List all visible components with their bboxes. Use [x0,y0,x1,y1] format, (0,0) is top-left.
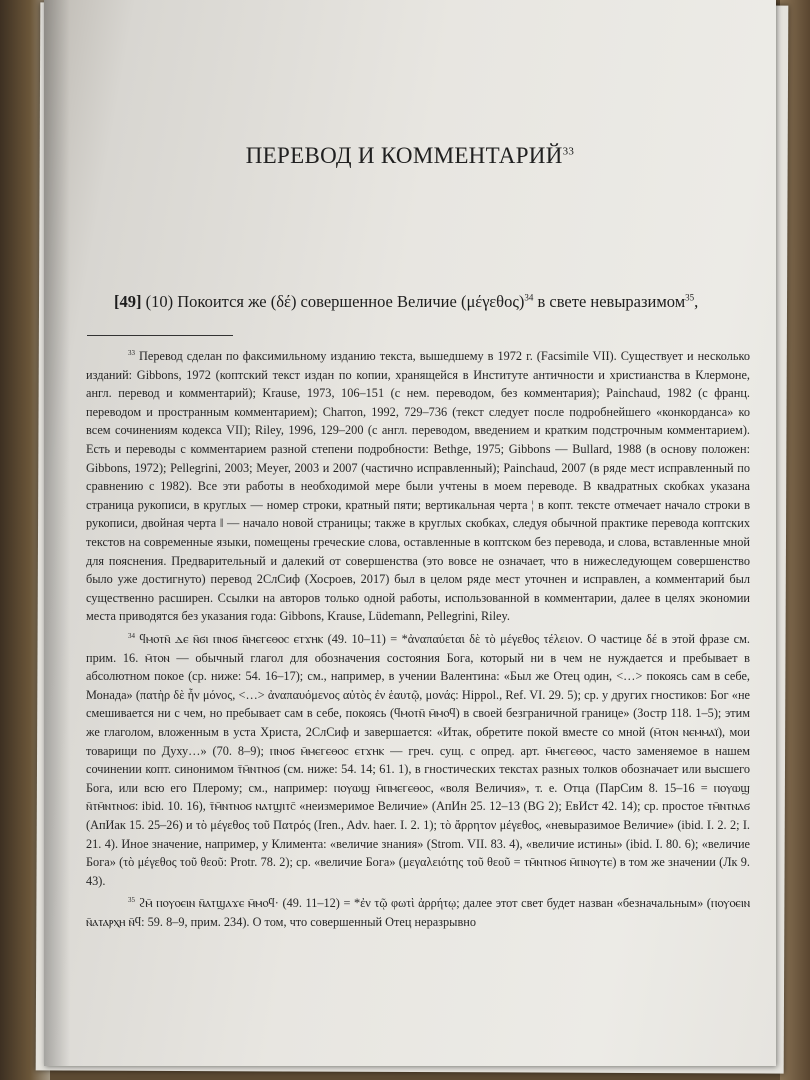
page-marker: [49] [114,292,142,311]
footnote-separator [87,335,233,336]
page-title [44,143,776,169]
footnote-number: 35 [128,896,135,905]
footnote-number: 34 [128,632,135,640]
title-footnote-ref: 33 [562,145,575,158]
main-text-part-2: в свете невыразимом [533,292,686,311]
main-text-line [114,292,734,312]
main-text-part-1: (10) Покоится же (δέ) совершенное Величие (μέγεθος) [141,292,525,311]
footnote-34 [86,627,750,890]
footnote-text: Перевод сделан по факсимильному изданию текста, вышедшему в 1972 г. (Facsimile VII). Существует и несколько изданий: Gibbons, 1972 (коптский текст издан по копии, хранящейся в Институте античности и христианства в Клермоне, англ. перевод и комментарий); Krause, 1973, 106–151 (с нем. переводом, без комментария); Painchaud, 1982 (с франц. переводом и пространным комментарием); Charron, 1992, 729–736 (текст следует после подробнейшего «конкорданса» ко всем сочинениям кодекса VII); Riley, 1996, 129–200 (с англ. переводом, введением и кратким подстрочным комментарием). Есть и переводы с комментарием разной степени подробности: Bethge, 1975; Gibbons — Bullard, 1988 (в основу положен: Gibbons, 1972); Pellegrini, 2003; Meyer, 2003 и 2007 (частично исправленный); Painchaud, 2007 (в ряде мест исправленный по сравнению с 1982). Все эти работы в необходимой мере были учтены в моем переводе. В квадратных скобках указана страница рукописи, в круглых — номер строки, кратный пяти; вертикальная черта ¦ в копт. тексте отмечает начало строки в рукописи, двойная черта ‖ — начало новой страницы; также в круглых скобках, следуя обычной практике перевода коптских текстов на современные языки, помещены греческие слова, оставленные в коптском без перевода, и слова, вставленные мной для пояснения. Предварительный и далекий от совершенства (это вовсе не означает, что в нижеследующем совершенство было уже достигнуто) перевод 2СлСиф (Хосроев, 2017) был в целом ряде мест уточнен и исправлен, а комментарий был существенно расширен. Ссылки на авторов только одной работы, использованной в комментарии, далее в целях экономии места приводятся без указания года: Gibbons, Krause, Lüdemann, Pellegrini, Riley. [86,349,750,624]
footnotes-block [86,344,750,932]
main-text-part-3: , [694,292,699,311]
book-page [44,0,776,1066]
footnote-text: ϥⲙⲟⲧⲛ̄ ⲇⲉ ⲛ̄ϭⲓ ⲡⲛⲟϭ ⲛ̄ⲙⲉⲅⲉⲑⲟⲥ ⲉⲧϫⲏⲕ (49. 10–11) = *ἀναπαύεται δὲ τὸ μέγεθος τέλειον. О частице δέ в этой фразе см. прим. 16. ⲙ̄ⲧⲟⲛ — обычный глагол для обозначения состояния Бога, который ни в чем не нуждается и пребывает в абсолютном покое (ср. ниже: 54. 16–17); см., например, в учении Валентина: «Был же Отец один, <…> покоясь сам в себе, Монада» (πατὴρ δὲ ἦν μόνος, <…> ἀναπαυόμενος αὐτὸς ἐν ἑαυτῷ, μονάς: Hippol., Ref. VI. 29. 5); ср. у других гностиков: Бог «не смешивается ни с чем, но пребывает сам в себе, покоясь (ϥⲙⲟⲧⲛ̄ ⲙ̄ⲙⲟϥ) в своей безграничной границе» (Зостр 118. 1–5); этим же глаголом, вложенным в уста Христа, 2СлСиф и завершается: «Итак, обретите покой вместе со мной (ⲙ̄ⲧⲟⲛ ⲛⲉⲙⲙⲁⲓ̈), мои товарищи по Духу…» (70. 8–9); ⲡⲛⲟϭ ⲙ̄ⲙⲉⲅⲉⲑⲟⲥ ⲉⲧϫⲏⲕ — греч. сущ. с опред. арт. ⲙ̄ⲙⲉⲅⲉⲑⲟⲥ, часто заменяемое в нашем сочинении копт. синонимом ⲧ̄ⲙ̄ⲛⲧⲛⲟϭ (см. ниже: 54. 14; 61. 1), в гностических текстах разных толков обозначает или высшего Бога, или всю его Плерому; см., например: ⲡⲟⲩⲱϣ ⲙ̄ⲡⲙⲉⲅⲉⲑⲟⲥ, «воля Величия», т. е. Отца (ПарСим 8. 15–16 = ⲡⲟⲩⲱϣ ⲛ̄ⲧⲙ̄ⲛⲧⲛⲟϭ: ibid. 10. 16), ⲧ̄ⲙ̄ⲛⲧⲛⲟϭ ⲛⲁⲧϣⲓⲧⲥ̄ «неизмеримое Величие» (АпИн 25. 12–13 (BG 2); ЕвИст 42. 14); ср. простое ⲧⲙ̄ⲛⲧⲛⲁϭ (АпИак 15. 25–26) и τὸ μέγεθος τοῦ Πατρός (Iren., Adv. haer. I. 2. 1); τὸ ἄρρητον μέγεθος, «невыразимое Величие» (ibid. I. 2. 2; I. 21. 4). Иное значение, например, у Климента: «величие знания» (Strom. VII. 83. 4), «величие истины» (ibid. I. 80. 6); «величие Бога» (τὸ μέγεθος τοῦ θεοῦ: Protr. 78. 2); ср. «величие Бога» (μεγαλειότης τοῦ θεοῦ = ⲧⲙ̄ⲛⲧⲛⲟϭ ⲙ̄ⲡⲛⲟⲩⲧⲉ) в том же значении (Лк 9. 43). [86,632,750,888]
footnote-number: 33 [128,349,135,357]
page-title-text: ПЕРЕВОД И КОММЕНТАРИЙ [245,143,563,168]
footnote-ref-35: 35 [685,292,695,303]
footnote-33 [86,344,750,626]
footnote-text: ϩⲙ̄ ⲡⲟⲩⲟⲉⲓⲛ ⲛ̄ⲁⲧϣⲁϫⲉ ⲙ̄ⲙⲟϥ· (49. 11–12) = *ἐν τῷ φωτὶ ἀρρήτῳ; далее этот свет будет назван «безначальным» (ⲡⲟⲩⲟⲉⲓⲛ ⲛ̄ⲁⲧⲁⲣⲭⲏ ⲛ̄ϥ: 59. 8–9, прим. 234). О том, что совершенный Отец неразрывно [86,896,750,930]
footnote-ref-34: 34 [524,292,534,303]
footnote-35 [86,891,750,931]
